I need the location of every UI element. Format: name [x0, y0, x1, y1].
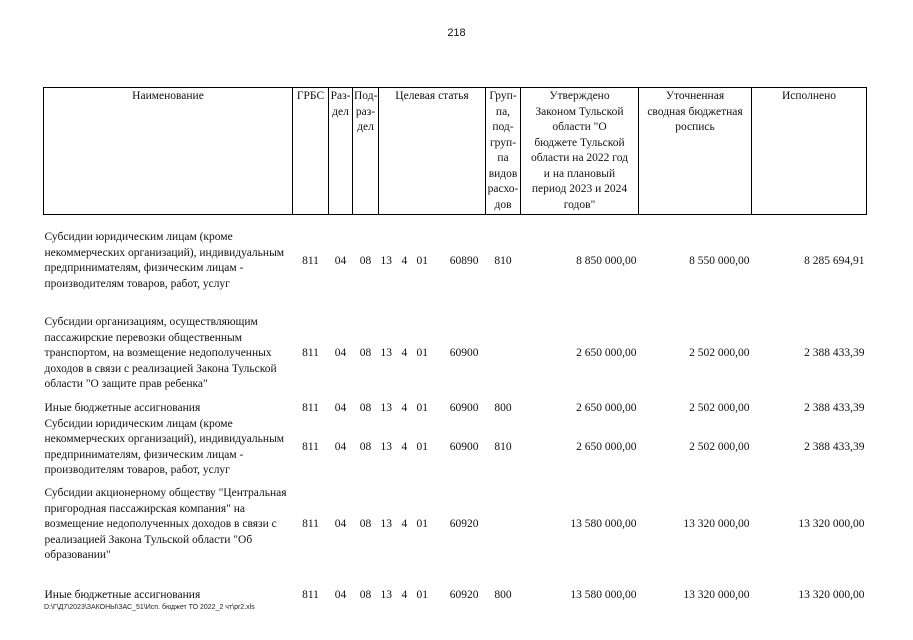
target-complex: 01 — [416, 347, 428, 360]
row-podrazdel: 08 — [359, 589, 372, 601]
row-executed: 2 388 433,39 — [804, 401, 865, 414]
row-target — [379, 308, 486, 401]
row-executed: 2 388 433,39 — [804, 347, 865, 360]
row-target — [379, 479, 486, 572]
budget-table — [43, 87, 867, 604]
target-program: 13 — [380, 518, 392, 531]
row-refined: 13 320 000,00 — [683, 589, 750, 601]
header-group: Груп- па, под- груп- па видов расхо- дов — [486, 88, 521, 215]
target-complex: 01 — [416, 254, 428, 267]
row-grbs: 811 — [302, 518, 319, 531]
row-refined: 2 502 000,00 — [689, 401, 750, 414]
row-razdel: 04 — [334, 440, 347, 453]
target-type: 4 — [401, 440, 408, 453]
row-group — [486, 479, 521, 572]
row-approved: 13 580 000,00 — [570, 589, 637, 601]
row-target — [379, 417, 486, 479]
row-executed: 2 388 433,39 — [804, 440, 865, 453]
target-program: 13 — [380, 347, 392, 360]
row-refined: 8 550 000,00 — [689, 254, 750, 267]
header-name: Наименование — [44, 88, 293, 215]
row-target — [379, 401, 486, 417]
target-direction: 60900 — [449, 347, 479, 360]
row-podrazdel: 08 — [359, 347, 372, 360]
page-number: 218 — [447, 27, 466, 39]
row-executed: 8 285 694,91 — [804, 254, 865, 267]
row-group: 810 — [494, 440, 512, 453]
row-podrazdel: 08 — [359, 401, 372, 414]
row-approved: 2 650 000,00 — [576, 401, 637, 414]
row-grbs: 811 — [302, 254, 319, 267]
row-group — [486, 308, 521, 401]
row-group: 800 — [494, 589, 512, 601]
row-podrazdel: 08 — [359, 254, 372, 267]
row-name: Субсидии юридическим лицам (кроме некоммерческих организаций), индивидуальным предпринимателям, физическим лицам - производителям товаров, работ, услуг — [44, 417, 285, 476]
row-executed: 13 320 000,00 — [798, 518, 865, 531]
row-refined: 2 502 000,00 — [689, 347, 750, 360]
row-razdel: 04 — [334, 518, 347, 531]
row-name: Субсидии акционерному обществу "Центральная пригородная пассажирская компания" на возмещение недополученных доходов в связи с реализацией Закона Тульской области "Об образовании" — [44, 487, 287, 562]
row-target — [379, 572, 486, 604]
target-complex: 01 — [416, 401, 428, 414]
target-complex: 01 — [416, 518, 428, 531]
table-header-row — [44, 88, 867, 215]
target-direction: 60920 — [449, 518, 479, 531]
target-program: 13 — [380, 254, 392, 267]
target-direction: 60900 — [449, 440, 479, 453]
row-grbs: 811 — [302, 401, 319, 414]
row-grbs: 811 — [302, 589, 319, 601]
header-razdel: Раз- дел — [329, 88, 353, 215]
row-group: 800 — [494, 401, 512, 414]
header-approved: Утверждено Законом Тульской области "О бюджете Тульской области на 2022 год и на плановый период 2023 и 2024 годов" — [521, 88, 639, 215]
target-direction: 60900 — [449, 401, 479, 414]
header-podrazdel: Под- раз- дел — [353, 88, 379, 215]
header-target: Целевая статья — [379, 88, 486, 215]
row-razdel: 04 — [334, 254, 347, 267]
row-name: Иные бюджетные ассигнования — [44, 401, 201, 414]
header-refined: Уточненная сводная бюджетная роспись — [639, 88, 752, 215]
file-path-footer: D:\Г\Д7\2023\ЗАКОНЫ\ЗАС_51\Исп. бюджет ТО 2022_2 чт\pr2.xls — [44, 604, 255, 611]
target-type: 4 — [401, 518, 408, 531]
row-grbs: 811 — [302, 440, 319, 453]
row-executed: 13 320 000,00 — [798, 589, 865, 601]
row-target — [379, 215, 486, 308]
row-podrazdel: 08 — [359, 440, 372, 453]
row-approved: 2 650 000,00 — [576, 440, 637, 453]
table-row — [44, 479, 867, 572]
target-type: 4 — [401, 347, 408, 360]
row-razdel: 04 — [334, 589, 347, 601]
row-podrazdel: 08 — [359, 518, 372, 531]
table-row — [44, 401, 867, 417]
row-group: 810 — [494, 254, 512, 267]
row-approved: 2 650 000,00 — [576, 347, 637, 360]
target-type: 4 — [401, 589, 408, 601]
target-program: 13 — [380, 401, 392, 414]
row-name: Субсидии юридическим лицам (кроме некоммерческих организаций), индивидуальным предпринимателям, физическим лицам - производителям товаров, работ, услуг — [44, 231, 285, 290]
target-complex: 01 — [416, 440, 428, 453]
header-executed: Исполнено — [752, 88, 867, 215]
row-grbs: 811 — [302, 347, 319, 360]
target-direction: 60920 — [449, 589, 479, 601]
row-approved: 8 850 000,00 — [576, 254, 637, 267]
row-razdel: 04 — [334, 401, 347, 414]
table-row — [44, 572, 867, 604]
row-name: Субсидии организациям, осуществляющим пассажирские перевозки общественным транспортом, на возмещение недополученных доходов в связи с реализацией Закона Тульской области "О защите прав ребенка" — [44, 316, 277, 391]
row-approved: 13 580 000,00 — [570, 518, 637, 531]
row-name: Иные бюджетные ассигнования — [44, 589, 201, 601]
target-direction: 60890 — [449, 254, 479, 267]
target-type: 4 — [401, 254, 408, 267]
row-razdel: 04 — [334, 347, 347, 360]
table-row — [44, 417, 867, 479]
row-refined: 2 502 000,00 — [689, 440, 750, 453]
target-program: 13 — [380, 589, 392, 601]
target-type: 4 — [401, 401, 408, 414]
table-row — [44, 308, 867, 401]
target-complex: 01 — [416, 589, 428, 601]
header-grbs: ГРБС — [293, 88, 329, 215]
target-program: 13 — [380, 440, 392, 453]
table-row — [44, 215, 867, 308]
row-refined: 13 320 000,00 — [683, 518, 750, 531]
